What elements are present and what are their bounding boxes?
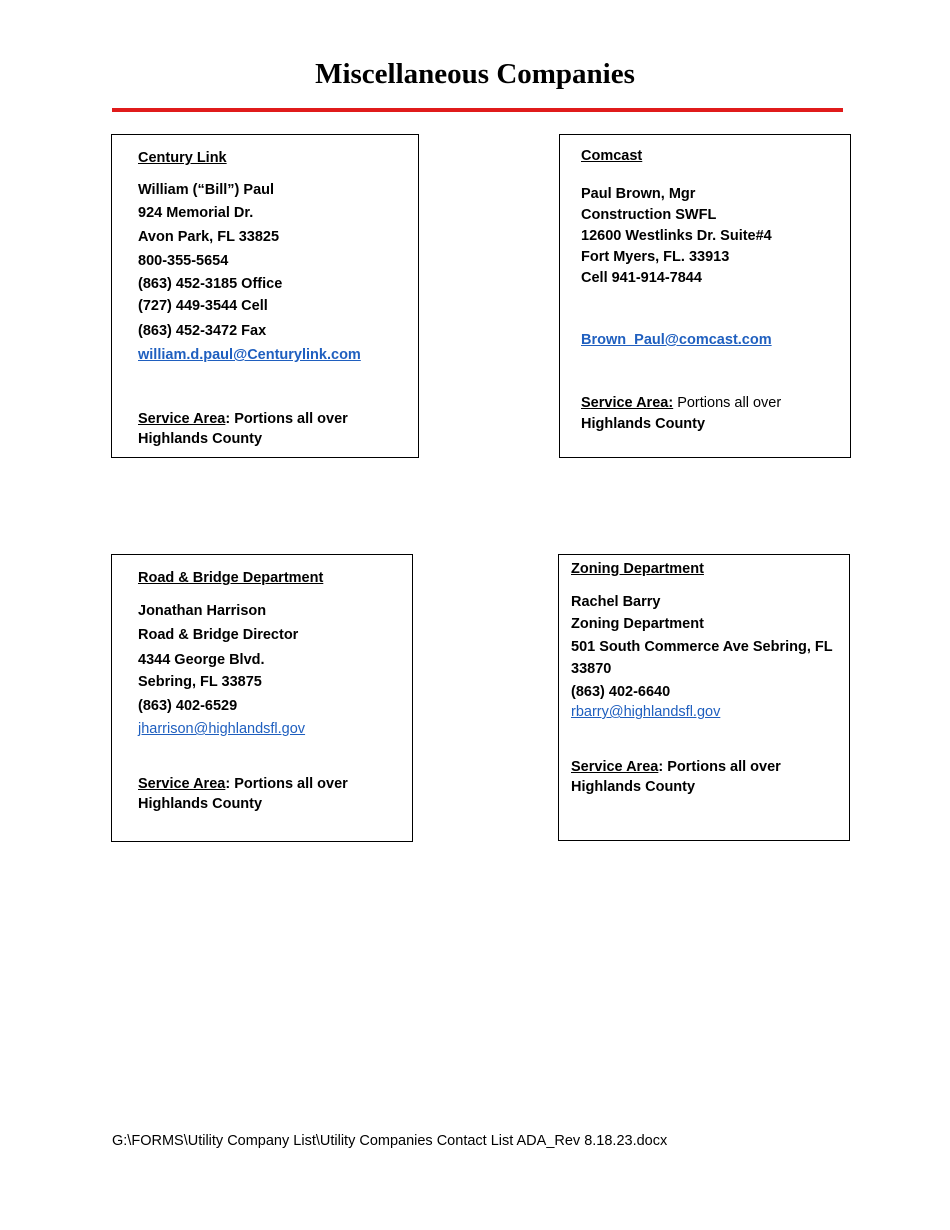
email-link[interactable]: Brown_Paul@comcast.com (581, 332, 772, 348)
service-area-text: Highlands County (571, 779, 696, 795)
address-line: 4344 George Blvd. (138, 652, 265, 668)
address-line: 33870 (571, 661, 612, 677)
service-area-label: Service Area (138, 411, 226, 427)
card-heading: Road & Bridge Department (138, 570, 324, 586)
service-area (581, 395, 781, 411)
company-card-zoning (558, 554, 850, 841)
card-heading: Century Link (138, 150, 227, 166)
address-line: Sebring, FL 33875 (138, 674, 262, 690)
title-divider (112, 108, 843, 112)
contact-title: Road & Bridge Director (138, 627, 299, 643)
service-area-text: Portions all over (673, 395, 782, 411)
phone-line: Cell 941-914-7844 (581, 270, 702, 286)
service-area-text: : Portions all over (225, 776, 348, 792)
address-line: 12600 Westlinks Dr. Suite#4 (581, 228, 772, 244)
company-card-comcast (559, 134, 851, 458)
phone-line: (863) 402-6640 (571, 684, 671, 700)
service-area (138, 411, 348, 427)
contact-title: Zoning Department (571, 616, 704, 632)
address-line: 924 Memorial Dr. (138, 205, 254, 221)
service-area-text: : Portions all over (658, 759, 781, 775)
phone-line: (863) 452-3185 Office (138, 276, 283, 292)
address-line: Avon Park, FL 33825 (138, 229, 280, 245)
page-title: Miscellaneous Companies (315, 58, 635, 90)
email-link[interactable]: rbarry@highlandsfl.gov (571, 704, 721, 720)
service-area-text: : Portions all over (225, 411, 348, 427)
phone-line: (727) 449-3544 Cell (138, 298, 268, 314)
phone-line: 800-355-5654 (138, 253, 229, 269)
service-area-label: Service Area (138, 776, 226, 792)
contact-title: Construction SWFL (581, 207, 717, 223)
contact-name: Paul Brown, Mgr (581, 186, 696, 202)
email-link[interactable]: jharrison@highlandsfl.gov (138, 721, 306, 737)
address-line: Fort Myers, FL. 33913 (581, 249, 730, 265)
service-area-label: Service Area: (581, 395, 674, 411)
service-area (571, 759, 781, 775)
phone-line: (863) 402-6529 (138, 698, 238, 714)
email-link[interactable]: william.d.paul@Centurylink.com (138, 347, 361, 363)
service-area-text: Highlands County (581, 416, 706, 432)
file-path-footer: G:\FORMS\Utility Company List\Utility Companies Contact List ADA_Rev 8.18.23.docx (112, 1133, 668, 1149)
service-area (138, 776, 348, 792)
card-heading: Zoning Department (571, 561, 704, 577)
service-area-label: Service Area (571, 759, 659, 775)
service-area-text: Highlands County (138, 796, 263, 812)
service-area-text: Highlands County (138, 431, 263, 447)
contact-name: William (“Bill”) Paul (138, 182, 275, 198)
card-heading: Comcast (581, 148, 643, 164)
address-line: 501 South Commerce Ave Sebring, FL (571, 639, 833, 655)
contact-name: Jonathan Harrison (138, 603, 267, 619)
company-card-road-bridge (111, 554, 413, 842)
contact-name: Rachel Barry (571, 594, 661, 610)
company-card-century-link (111, 134, 419, 458)
fax-line: (863) 452-3472 Fax (138, 323, 267, 339)
